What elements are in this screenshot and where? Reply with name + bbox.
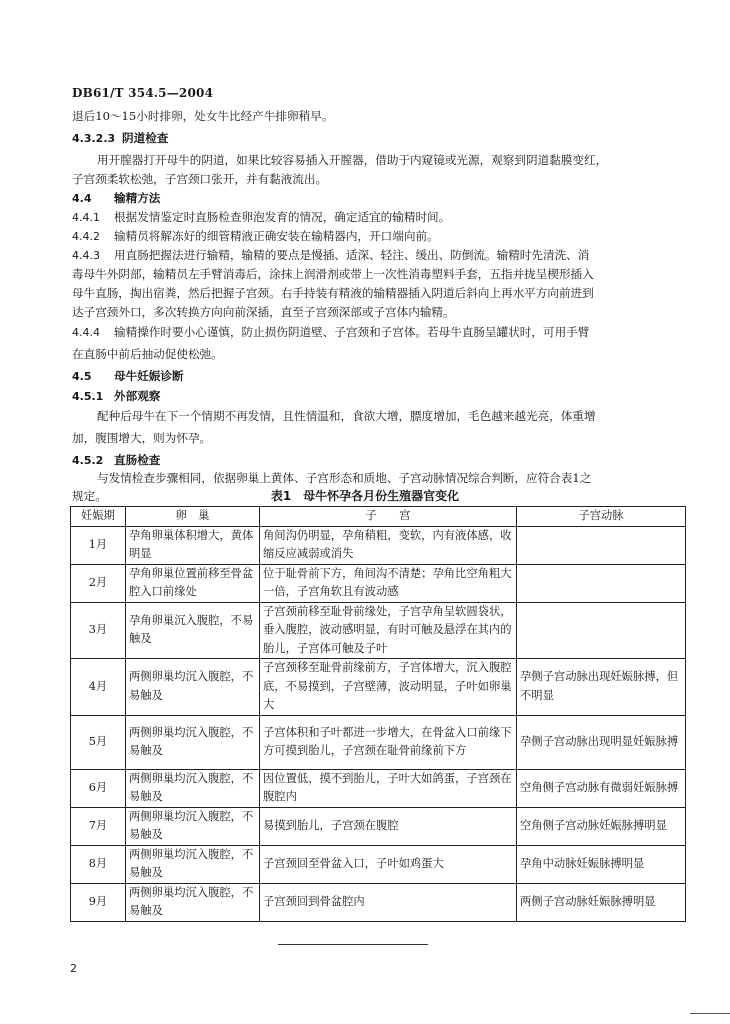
month-cell: 8月 xyxy=(71,845,126,883)
table-row xyxy=(71,715,686,769)
uterus-cell: 位于耻骨前下方，角间沟不清楚；孕角比空角粗大一倍，子宫角软且有波动感 xyxy=(260,564,517,602)
section-title: 直肠检查 xyxy=(114,453,161,467)
clause-4-4-4 xyxy=(72,321,589,344)
table-row xyxy=(71,602,686,659)
paragraph-line: 毒母牛外阴部，输精员左手臂消毒后，涂抹上润滑剂或带上一次性消毒塑料手套，五指并拢呈楔形插入 xyxy=(72,267,594,281)
paragraph-line: 子宫颈柔软松弛，子宫颈口张开，并有黏液流出。 xyxy=(72,172,328,186)
ovary-cell: 两侧卵巢均沉入腹腔，不易触及 xyxy=(126,883,260,921)
intro-line: 退后10～15小时排卵，处女牛比经产牛排卵稍早。 xyxy=(72,109,334,123)
paragraph-line: 在直肠中前后抽动促使松弛。 xyxy=(72,347,223,361)
artery-cell xyxy=(517,526,686,564)
paragraph-line: 用开膣器打开母牛的阴道，如果比较容易插入开膣器，借助于内窥镜或光源，观察到阴道黏膜变红， xyxy=(97,153,608,167)
section-number: 4.5.2 xyxy=(72,454,104,467)
section-title: 阴道检查 xyxy=(122,131,169,145)
artery-cell: 孕侧子宫动脉出现妊娠脉搏，但不明显 xyxy=(517,659,686,716)
month-cell: 9月 xyxy=(71,883,126,921)
ovary-cell: 两侧卵巢均沉入腹腔，不易触及 xyxy=(126,769,260,807)
paragraph-line: 达子宫颈外口，多次转换方向向前深插，直至子宫颈深部或子宫体内输精。 xyxy=(72,305,455,319)
ovary-cell: 孕角卵巢体积增大，黄体明显 xyxy=(126,526,260,564)
uterus-cell: 子宫体积和子叶都进一步增大，在骨盆入口前缘下方可摸到胎儿，子宫颈在耻骨前缘前下方 xyxy=(260,715,517,769)
clause-number: 4.4.4 xyxy=(72,326,100,339)
table-caption: 表1 母牛怀孕各月份生殖器官变化 xyxy=(270,489,460,503)
document-header: DB61/T 354.5—2004 xyxy=(72,86,214,100)
clause-number: 4.4.2 xyxy=(72,230,100,243)
table-row xyxy=(71,845,686,883)
month-cell: 2月 xyxy=(71,564,126,602)
artery-cell: 孕侧子宫动脉出现明显妊娠脉搏 xyxy=(517,715,686,769)
uterus-cell: 子宫颈回至骨盆入口，子叶如鸡蛋大 xyxy=(260,845,517,883)
ovary-cell: 两侧卵巢均沉入腹腔，不易触及 xyxy=(126,807,260,845)
paragraph-line: 母牛直肠，掏出宿粪，然后把握子宫颈。右手持装有精液的输精器插入阴道后斜向上再水平方向前进到 xyxy=(72,286,594,300)
footnote-rule xyxy=(278,944,428,945)
ovary-cell: 孕角卵巢沉入腹腔，不易触及 xyxy=(126,602,260,659)
table-row xyxy=(71,807,686,845)
artery-cell xyxy=(517,564,686,602)
section-title: 外部观察 xyxy=(114,389,161,403)
month-cell: 5月 xyxy=(71,715,126,769)
table-row xyxy=(71,883,686,921)
paragraph-line: 规定。 xyxy=(72,489,107,503)
clause-number: 4.4.1 xyxy=(72,211,100,224)
table-row xyxy=(71,526,686,564)
ovary-cell: 两侧卵巢均沉入腹腔，不易触及 xyxy=(126,659,260,716)
uterus-cell: 易摸到胎儿，子宫颈在腹腔 xyxy=(260,807,517,845)
section-number: 4.5 xyxy=(72,370,92,383)
header-cell: 子宫动脉 xyxy=(517,507,686,527)
table-row xyxy=(71,769,686,807)
month-cell: 4月 xyxy=(71,659,126,716)
section-4-3-2-3 xyxy=(72,127,168,150)
ovary-cell: 孕角卵巢位置前移至骨盆腔入口前缘处 xyxy=(126,564,260,602)
uterus-cell: 子宫颈移至耻骨前缘前方，子宫体增大，沉入腹腔底，不易摸到，子宫壁薄，波动明显，子叶如卵巢大 xyxy=(260,659,517,716)
paragraph-line: 与发情检查步骤相同，依据卵巢上黄体、子宫形态和质地、子宫动脉情况综合判断，应符合表1之 xyxy=(97,471,592,485)
section-number: 4.3.2.3 xyxy=(72,132,116,145)
section-number: 4.5.1 xyxy=(72,390,104,403)
uterus-cell: 子宫颈回到骨盆腔内 xyxy=(260,883,517,921)
uterus-cell: 子宫颈前移至耻骨前缘处，子宫孕角呈软圆袋状，垂入腹腔，波动感明显，有时可触及悬浮在其内的胎儿，子宫体可触及子叶 xyxy=(260,602,517,659)
uterus-cell: 因位置低，摸不到胎儿，子叶大如鸽蛋，子宫颈在腹腔内 xyxy=(260,769,517,807)
uterus-cell: 角间沟仍明显，孕角稍粗，变软，内有液体感，收缩反应减弱或消失 xyxy=(260,526,517,564)
artery-cell: 空角侧子宫动脉有微弱妊娠脉搏 xyxy=(517,769,686,807)
clause-text: 输精员将解冻好的细管精液正确安装在输精器内，开口端向前。 xyxy=(114,229,439,243)
artery-cell: 孕角中动脉妊娠脉搏明显 xyxy=(517,845,686,883)
clause-text: 输精操作时要小心谨慎，防止损伤阴道壁、子宫颈和子宫体。若母牛直肠呈罐状时，可用手臂 xyxy=(114,325,590,339)
artery-cell: 空角侧子宫动脉妊娠脉搏明显 xyxy=(517,807,686,845)
table-row xyxy=(71,659,686,716)
clause-number: 4.4.3 xyxy=(72,249,100,262)
clause-text: 根据发情鉴定时直肠检查卵泡发育的情况，确定适宜的输精时间。 xyxy=(114,210,451,224)
header-cell: 卵 巢 xyxy=(126,507,260,527)
clause-text: 用直肠把握法进行输精，输精的要点是慢插、适深、轻注、缓出、防倒流。输精时先清洗、消 xyxy=(114,248,590,262)
paragraph-line: 加，腹围增大，则为怀孕。 xyxy=(72,431,212,445)
section-number: 4.4 xyxy=(72,192,92,205)
pregnancy-table xyxy=(70,506,686,922)
section-title: 母牛妊娠诊断 xyxy=(114,369,184,383)
table-row xyxy=(71,564,686,602)
artery-cell: 两侧子宫动脉妊娠脉搏明显 xyxy=(517,883,686,921)
ovary-cell: 两侧卵巢均沉入腹腔，不易触及 xyxy=(126,845,260,883)
month-cell: 1月 xyxy=(71,526,126,564)
artery-cell xyxy=(517,602,686,659)
page-number: 2 xyxy=(70,962,77,975)
month-cell: 7月 xyxy=(71,807,126,845)
section-title: 输精方法 xyxy=(114,191,161,205)
ovary-cell: 两侧卵巢均沉入腹腔，不易触及 xyxy=(126,715,260,769)
table-header-row xyxy=(71,507,686,527)
scan-edge-line xyxy=(690,1013,730,1014)
header-cell: 妊娠期 xyxy=(71,507,126,527)
month-cell: 6月 xyxy=(71,769,126,807)
month-cell: 3月 xyxy=(71,602,126,659)
header-cell: 子 宫 xyxy=(260,507,517,527)
paragraph-line: 配种后母牛在下一个情期不再发情，且性情温和，食欲大增，膘度增加，毛色越来越光亮，体重增 xyxy=(97,409,596,423)
